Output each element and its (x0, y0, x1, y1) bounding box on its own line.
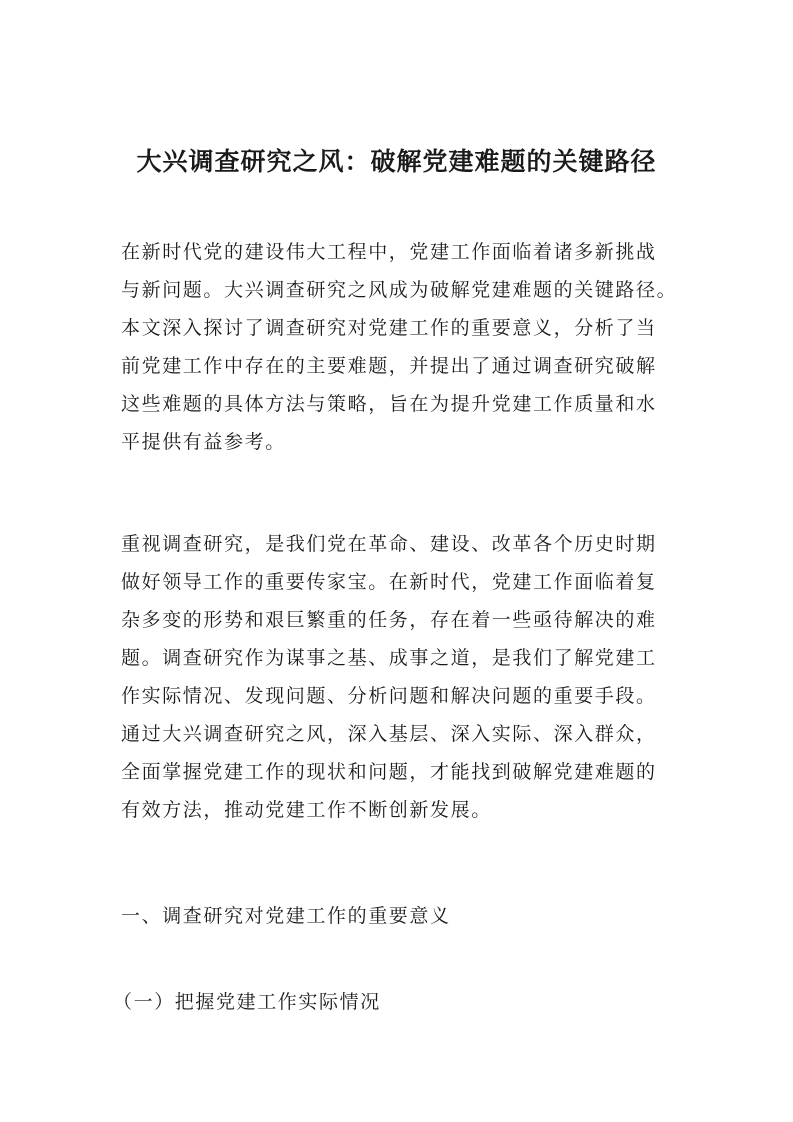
abstract-line: 本文深入探讨了调查研究对党建工作的重要意义，分析了当 (121, 317, 657, 339)
subsection-heading: （一）把握党建工作实际情况 (113, 991, 381, 1013)
intro-line: 题。调查研究作为谋事之基、成事之道，是我们了解党建工 (121, 647, 657, 669)
abstract-line: 在新时代党的建设伟大工程中，党建工作面临着诸多新挑战 (121, 241, 657, 263)
intro-paragraph (121, 525, 701, 829)
intro-line: 杂多变的形势和艰巨繁重的任务，存在着一些亟待解决的难 (121, 609, 657, 631)
abstract-line: 这些难题的具体方法与策略，旨在为提升党建工作质量和水 (121, 393, 657, 415)
abstract-line: 前党建工作中存在的主要难题，并提出了通过调查研究破解 (121, 355, 657, 377)
intro-line: 做好领导工作的重要传家宝。在新时代，党建工作面临着复 (121, 571, 657, 593)
abstract-line: 与新问题。大兴调查研究之风成为破解党建难题的关键路径。 (121, 279, 678, 301)
abstract-paragraph (121, 233, 701, 461)
section-heading: 一、调查研究对党建工作的重要意义 (121, 905, 451, 927)
intro-line: 通过大兴调查研究之风，深入基层、深入实际、深入群众， (121, 723, 657, 745)
intro-line: 全面掌握党建工作的现状和问题，才能找到破解党建难题的 (121, 761, 657, 783)
document-title: 大兴调查研究之风：破解党建难题的关键路径 (136, 146, 657, 176)
abstract-line: 平提供有益参考。 (121, 431, 286, 453)
intro-line: 有效方法，推动党建工作不断创新发展。 (121, 799, 492, 821)
intro-line: 作实际情况、发现问题、分析问题和解决问题的重要手段。 (121, 685, 657, 707)
intro-line: 重视调查研究，是我们党在革命、建设、改革各个历史时期 (121, 533, 657, 555)
